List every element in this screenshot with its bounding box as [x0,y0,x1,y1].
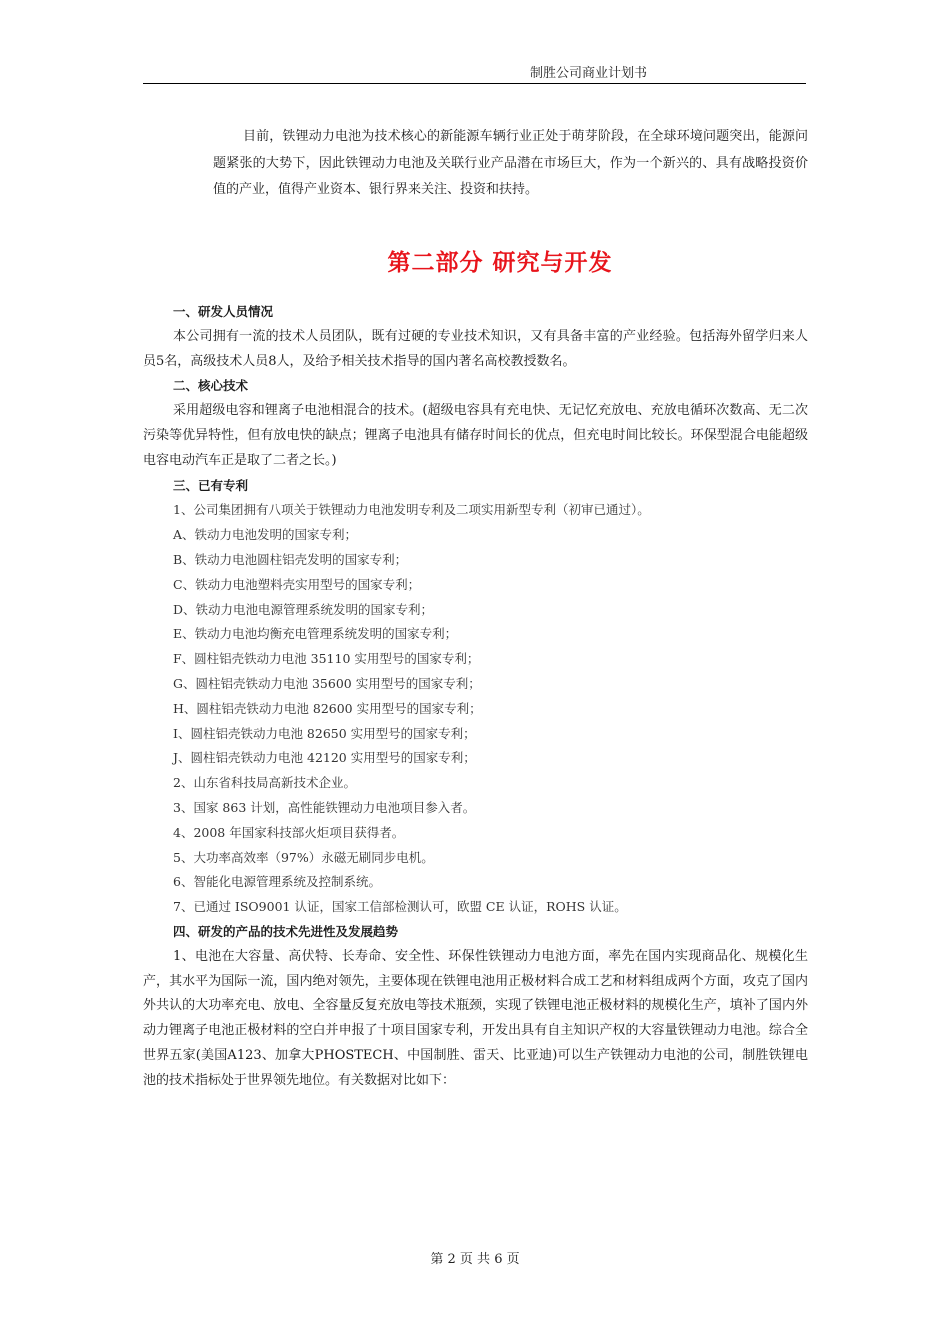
page-number-footer: 第 2 页 共 6 页 [430,1252,520,1267]
list-item: D、铁动力电池电源管理系统发明的国家专利； [173,601,434,617]
list-item: H、圆柱铝壳铁动力电池 82600 实用型号的国家专利； [173,700,482,716]
list-item: C、铁动力电池塑料壳实用型号的国家专利； [173,576,421,592]
list-item: 1、公司集团拥有八项关于铁锂动力电池发明专利及二项实用新型专利（初审已通过）。 [173,502,650,518]
section-heading-rd-staff: 一、研发人员情况 [173,304,274,319]
list-item: F、圆柱铝壳铁动力电池 35110 实用型号的国家专利； [173,651,480,667]
patent-list [143,498,808,920]
document-header-title: 制胜公司商业计划书 [530,66,648,81]
list-item: E、铁动力电池均衡充电管理系统发明的国家专利； [173,626,458,642]
section-heading-core-tech: 二、核心技术 [173,378,249,394]
list-item: 6、智能化电源管理系统及控制系统。 [173,874,381,890]
list-item: G、圆柱铝壳铁动力电池 35600 实用型号的国家专利； [173,675,481,691]
header-divider [143,83,806,84]
section-text-rd-staff: 本公司拥有一流的技术人员团队，既有过硬的专业技术知识，又有具备丰富的产业经验。包括海外留学归来人员5名，高级技术人员8人，及给予相关技术指导的国内著名高校教授数名。 [143,328,808,369]
section-heading-tech-advancement: 四、研发的产品的技术先进性及发展趋势 [173,923,399,939]
list-item: 5、大功率高效率（97%）永磁无刷同步电机。 [173,849,434,865]
part-title: 第二部分 研究与开发 [387,250,613,276]
section-heading-patents: 三、已有专利 [173,477,249,493]
list-item: B、铁动力电池圆柱铝壳发明的国家专利； [173,551,408,567]
list-item: J、圆柱铝壳铁动力电池 42120 实用型号的国家专利； [173,750,476,766]
section-text-tech-advancement: 1、电池在大容量、高伏特、长寿命、安全性、环保性铁锂动力电池方面，率先在国内实现商品化、规模化生产，其水平为国际一流，国内绝对领先，主要体现在铁锂电池用正极材料合成工艺和材料组成两个方面，攻克了国内外共认的大功率充电、放电、全容量反复充放电等技术瓶颈，实现了铁锂电池正极材料的规模化生产，填补了国内外动力锂离子电池正极材料的空白并申报了十项目国家专利，开发出具有自主知识产权的大容量铁锂动力电池。综合全世界五家(美国A123、加拿大PHOSTECH、中国制胜、雷天、比亚迪)可以生产铁锂动力电池的公司，制胜铁锂电池的技术指标处于世界领先地位。有关数据对比如下： [143,948,808,1088]
list-item: 3、国家 863 计划，高性能铁锂动力电池项目参入者。 [173,799,476,815]
list-item: 7、已通过 ISO9001 认证，国家工信部检测认可，欧盟 CE 认证，ROHS 认证。 [173,899,627,915]
intro-paragraph: 目前，铁锂动力电池为技术核心的新能源车辆行业正处于萌芽阶段，在全球环境问题突出，能源问题紧张的大势下，因此铁锂动力电池及关联行业产品潜在市场巨大，作为一个新兴的、具有战略投资价值的产业，值得产业资本、银行界来关注、投资和扶持。 [213,129,808,197]
list-item: I、圆柱铝壳铁动力电池 82650 实用型号的国家专利； [173,725,476,741]
list-item: A、铁动力电池发明的国家专利； [173,527,358,543]
list-item: 4、2008 年国家科技部火炬项目获得者。 [173,824,405,840]
section-text-core-tech: 采用超级电容和锂离子电池相混合的技术。(超级电容具有充电快、无记忆充放电、充放电循环次数高、无二次污染等优异特性，但有放电快的缺点；锂离子电池具有储存时间长的优点，但充电时间比较长。环保型混合电能超级电容电动汽车正是取了二者之长。) [143,403,808,468]
document-body [143,300,808,1094]
list-item: 2、山东省科技局高新技术企业。 [173,775,356,791]
